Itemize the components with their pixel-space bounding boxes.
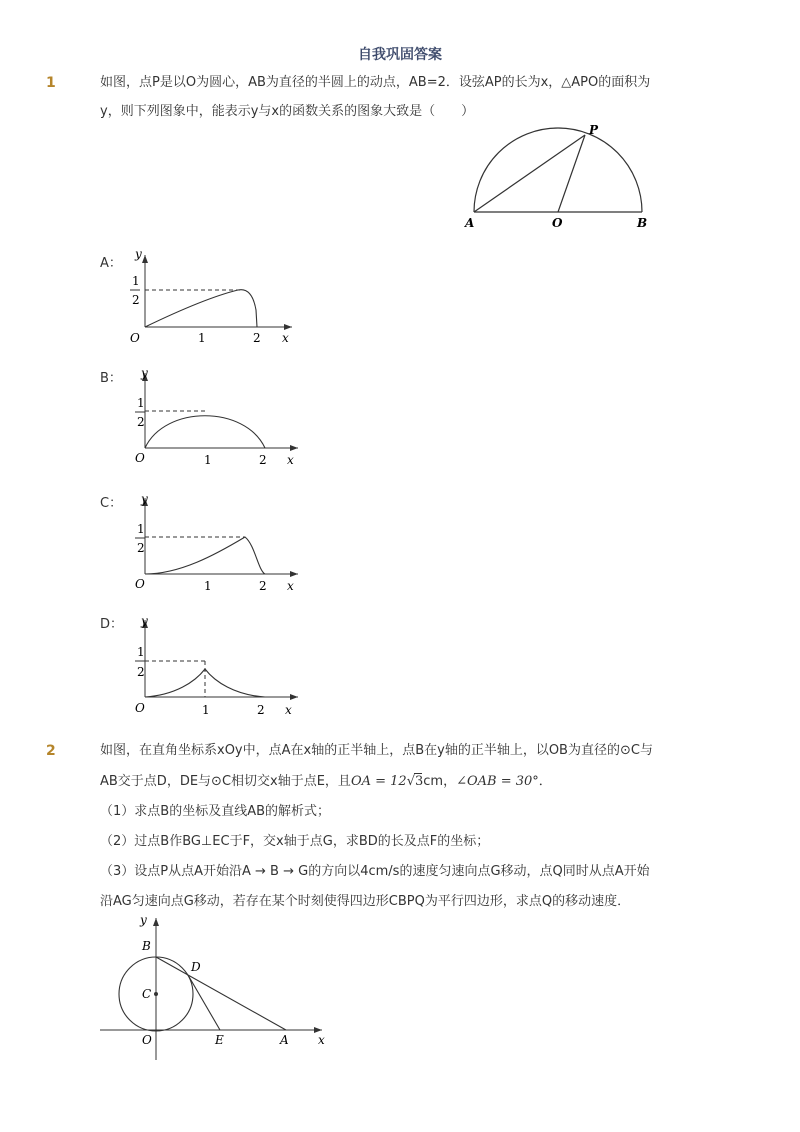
svg-text:O: O (135, 451, 145, 465)
svg-text:O: O (142, 1033, 152, 1047)
question-2-part-3: （3）设点P从点A开始沿A → B → G的方向以4cm/s的速度匀速向点G移动，点Q同时从点A开始 (100, 864, 650, 879)
svg-text:y: y (140, 913, 147, 927)
question-2-part-1: （1）求点B的坐标及直线AB的解析式； (100, 804, 331, 819)
question-2-text-line2: AB交于点D，DE与⊙C相切交x轴于点E，且OA = 12 √3cm，∠OAB = 30°． (100, 774, 552, 789)
svg-text:x: x (287, 579, 294, 593)
svg-text:1: 1 (202, 703, 210, 717)
svg-text:y: y (141, 366, 148, 380)
svg-text:D: D (191, 960, 201, 974)
option-c-label: C： (100, 496, 123, 511)
question-1-number: 1 (46, 75, 56, 91)
svg-text:B: B (142, 939, 151, 953)
svg-text:2: 2 (137, 415, 145, 429)
semicircle-figure (460, 120, 660, 235)
coordinate-figure (90, 910, 340, 1070)
svg-text:C: C (142, 987, 152, 1001)
svg-text:1: 1 (132, 274, 140, 288)
curve-b (145, 416, 265, 448)
label-o: O (552, 216, 563, 230)
svg-text:1: 1 (137, 645, 145, 659)
option-b-label: B： (100, 371, 122, 386)
svg-text:O: O (130, 331, 140, 345)
option-a-graph (120, 250, 305, 360)
svg-text:1: 1 (137, 396, 145, 410)
svg-text:2: 2 (137, 541, 145, 555)
question-2-text-line1: 如图，在直角坐标系xOy中，点A在x轴的正半轴上，点B在y轴的正半轴上，以OB为直径的⊙C与 (100, 743, 653, 758)
option-d-graph (120, 612, 305, 722)
question-2-part-3-continued: 沿AG匀速向点G移动，若存在某个时刻使得四边形CBPQ为平行四边形，求点Q的移动速度． (100, 894, 631, 909)
svg-text:y: y (141, 492, 148, 506)
svg-text:x: x (287, 453, 294, 467)
page-title: 自我巩固答案 (358, 47, 442, 63)
question-2-number: 2 (46, 743, 56, 759)
svg-text:1: 1 (204, 453, 212, 467)
semicircle-arc (474, 128, 642, 212)
svg-text:1: 1 (198, 331, 206, 345)
svg-text:O: O (135, 577, 145, 591)
svg-text:2: 2 (253, 331, 261, 345)
svg-text:A: A (280, 1033, 289, 1047)
line-ab (156, 957, 286, 1030)
svg-text:2: 2 (259, 579, 267, 593)
label-a: A (465, 216, 475, 230)
svg-text:2: 2 (259, 453, 267, 467)
curve-c (145, 537, 265, 574)
svg-text:y: y (141, 614, 148, 628)
chord-ap (474, 135, 585, 212)
svg-text:x: x (282, 331, 289, 345)
svg-text:x: x (285, 703, 292, 717)
svg-text:1: 1 (137, 522, 145, 536)
option-c-graph (120, 490, 305, 600)
question-2-part-2: （2）过点B作BG⊥EC于F，交x轴于点G，求BD的长及点F的坐标； (100, 834, 490, 849)
question-1-text-line1: 如图，点P是以O为圆心，AB为直径的半圆上的动点，AB=2．设弦AP的长为x，△APO的面积为 (100, 75, 651, 90)
label-b: B (637, 216, 648, 230)
curve-a (145, 290, 257, 327)
svg-text:2: 2 (257, 703, 265, 717)
option-a-label: A： (100, 256, 122, 271)
segment-op (558, 135, 585, 212)
svg-text:1: 1 (204, 579, 212, 593)
svg-text:2: 2 (132, 293, 140, 307)
label-p: P (589, 123, 599, 137)
svg-text:O: O (135, 701, 145, 715)
question-1-text-line2: y，则下列图象中，能表示y与x的函数关系的图象大致是（ ） (100, 104, 475, 119)
svg-text:E: E (215, 1033, 224, 1047)
svg-text:x: x (318, 1033, 325, 1047)
option-b-graph (120, 365, 305, 475)
svg-text:y: y (135, 250, 142, 261)
option-d-label: D： (100, 617, 124, 632)
line-de (188, 975, 220, 1030)
svg-text:2: 2 (137, 665, 145, 679)
